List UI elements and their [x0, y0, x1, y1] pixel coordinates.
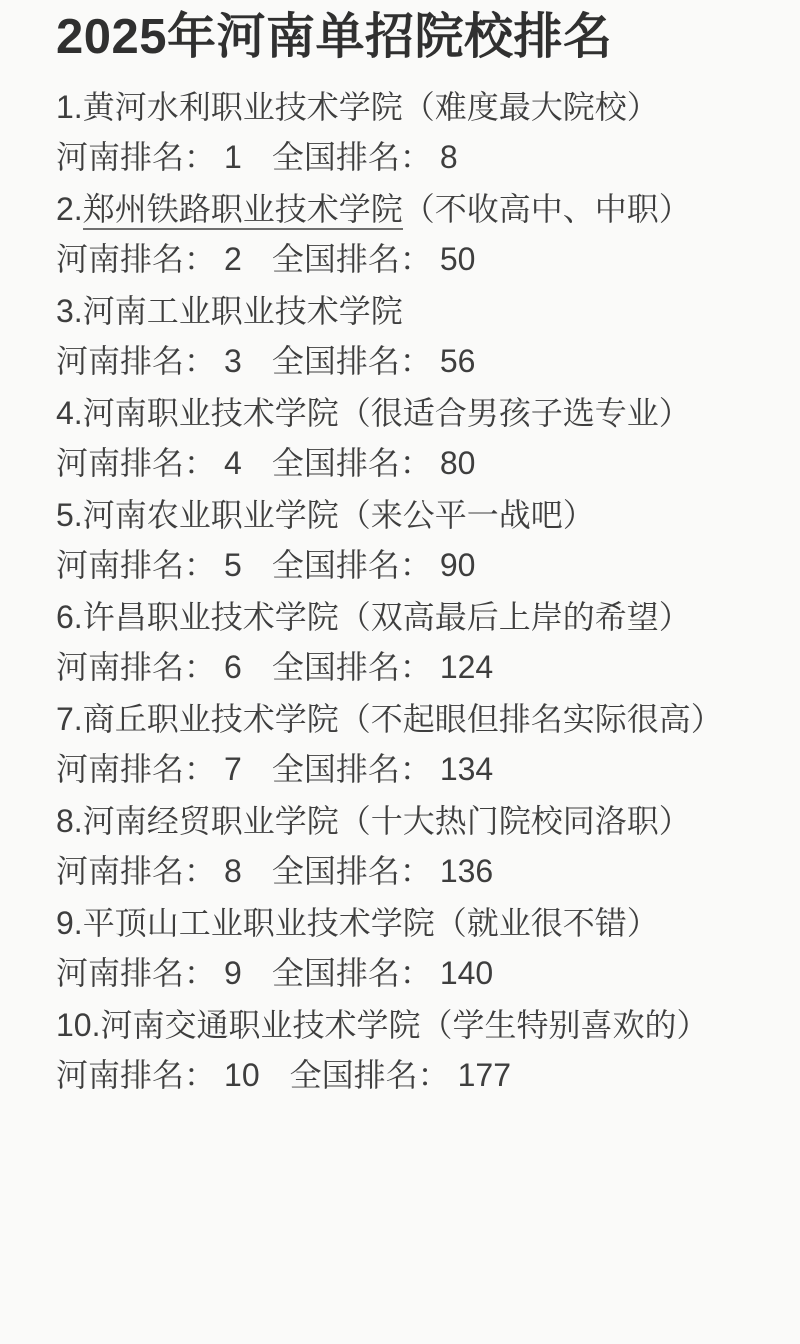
henan-rank-label: 河南排名： [56, 445, 217, 481]
school-ranking-list [56, 82, 760, 1100]
rank-line [56, 438, 760, 488]
school-number: 10. [56, 1007, 101, 1043]
henan-rank-value: 10 [224, 1057, 260, 1093]
school-number: 3. [56, 293, 83, 329]
school-number: 6. [56, 599, 83, 635]
national-rank-value: 134 [439, 751, 494, 787]
school-name-line [56, 694, 760, 744]
school-number: 4. [56, 395, 83, 431]
school-entry [56, 490, 760, 590]
school-name-line [56, 898, 760, 948]
school-note: （难度最大院校） [402, 89, 659, 125]
rank-line [56, 540, 760, 590]
rank-line [56, 336, 760, 386]
national-rank-value: 124 [439, 649, 494, 685]
school-name: 河南职业技术学院 [82, 395, 339, 431]
henan-rank-value: 4 [224, 445, 242, 481]
school-name: 河南工业职业技术学院 [82, 293, 403, 329]
rank-line [56, 234, 760, 284]
national-rank-label: 全国排名： [271, 649, 432, 685]
school-name-line [56, 796, 760, 846]
national-rank-value: 50 [439, 241, 476, 277]
school-number: 5. [56, 497, 83, 533]
henan-rank-value: 6 [224, 649, 242, 685]
rank-line [56, 846, 760, 896]
national-rank-label: 全国排名： [271, 445, 432, 481]
national-rank-label: 全国排名： [271, 343, 432, 379]
school-name: 许昌职业技术学院 [82, 599, 339, 635]
national-rank-value: 8 [439, 139, 458, 175]
school-name-line [56, 490, 760, 540]
national-rank-value: 80 [439, 445, 476, 481]
school-name: 河南交通职业技术学院 [100, 1007, 421, 1043]
school-note: （不收高中、中职） [402, 191, 691, 227]
school-note: （十大热门院校同洛职） [338, 803, 691, 839]
national-rank-value: 136 [439, 853, 494, 889]
national-rank-label: 全国排名： [271, 139, 432, 175]
rank-line [56, 948, 760, 998]
national-rank-value: 177 [457, 1057, 512, 1093]
school-entry [56, 694, 760, 794]
henan-rank-label: 河南排名： [56, 1057, 217, 1093]
school-name-line [56, 82, 760, 132]
school-name-line [56, 592, 760, 642]
school-note: （双高最后上岸的希望） [338, 599, 691, 635]
henan-rank-value: 1 [224, 139, 242, 175]
henan-rank-value: 3 [224, 343, 242, 379]
henan-rank-label: 河南排名： [56, 547, 217, 583]
henan-rank-label: 河南排名： [56, 751, 217, 787]
henan-rank-label: 河南排名： [56, 649, 217, 685]
henan-rank-label: 河南排名： [56, 343, 217, 379]
national-rank-value: 90 [439, 547, 476, 583]
national-rank-label: 全国排名： [271, 853, 432, 889]
school-note: （就业很不错） [434, 905, 659, 941]
school-entry [56, 388, 760, 488]
school-entry [56, 184, 760, 284]
school-name-line [56, 286, 760, 336]
school-name: 商丘职业技术学院 [82, 701, 339, 737]
henan-rank-value: 9 [224, 955, 242, 991]
school-number: 8. [56, 803, 83, 839]
school-note: （学生特别喜欢的） [420, 1007, 709, 1043]
rank-line [56, 744, 760, 794]
henan-rank-label: 河南排名： [56, 955, 217, 991]
school-name-line [56, 388, 760, 438]
national-rank-value: 56 [439, 343, 476, 379]
rank-line [56, 132, 760, 182]
national-rank-value: 140 [439, 955, 494, 991]
national-rank-label: 全国排名： [289, 1057, 450, 1093]
henan-rank-label: 河南排名： [56, 241, 217, 277]
school-name-line [56, 184, 760, 234]
school-note: （不起眼但排名实际很高） [338, 701, 723, 737]
national-rank-label: 全国排名： [271, 955, 432, 991]
school-number: 2. [56, 191, 83, 227]
school-number: 1. [56, 89, 83, 125]
school-note: （来公平一战吧） [338, 497, 595, 533]
school-name: 河南经贸职业学院 [82, 803, 339, 839]
page-title: 2025年河南单招院校排名 [56, 10, 613, 64]
henan-rank-value: 5 [224, 547, 242, 583]
school-name: 郑州铁路职业技术学院 [83, 191, 403, 230]
school-entry [56, 796, 760, 896]
henan-rank-value: 7 [224, 751, 242, 787]
school-entry [56, 898, 760, 998]
school-number: 7. [56, 701, 83, 737]
school-name: 平顶山工业职业技术学院 [82, 905, 435, 941]
national-rank-label: 全国排名： [271, 751, 432, 787]
school-number: 9. [56, 905, 83, 941]
school-entry [56, 592, 760, 692]
rank-line [56, 1050, 760, 1100]
national-rank-label: 全国排名： [271, 547, 432, 583]
school-name-line [56, 1000, 760, 1050]
national-rank-label: 全国排名： [271, 241, 432, 277]
school-note: （很适合男孩子选专业） [338, 395, 691, 431]
school-entry [56, 1000, 760, 1100]
school-entry [56, 82, 760, 182]
henan-rank-value: 2 [224, 241, 242, 277]
rank-line [56, 642, 760, 692]
school-name: 河南农业职业学院 [82, 497, 339, 533]
school-name: 黄河水利职业技术学院 [82, 89, 403, 125]
henan-rank-label: 河南排名： [56, 139, 217, 175]
school-entry [56, 286, 760, 386]
henan-rank-value: 8 [224, 853, 242, 889]
henan-rank-label: 河南排名： [56, 853, 217, 889]
